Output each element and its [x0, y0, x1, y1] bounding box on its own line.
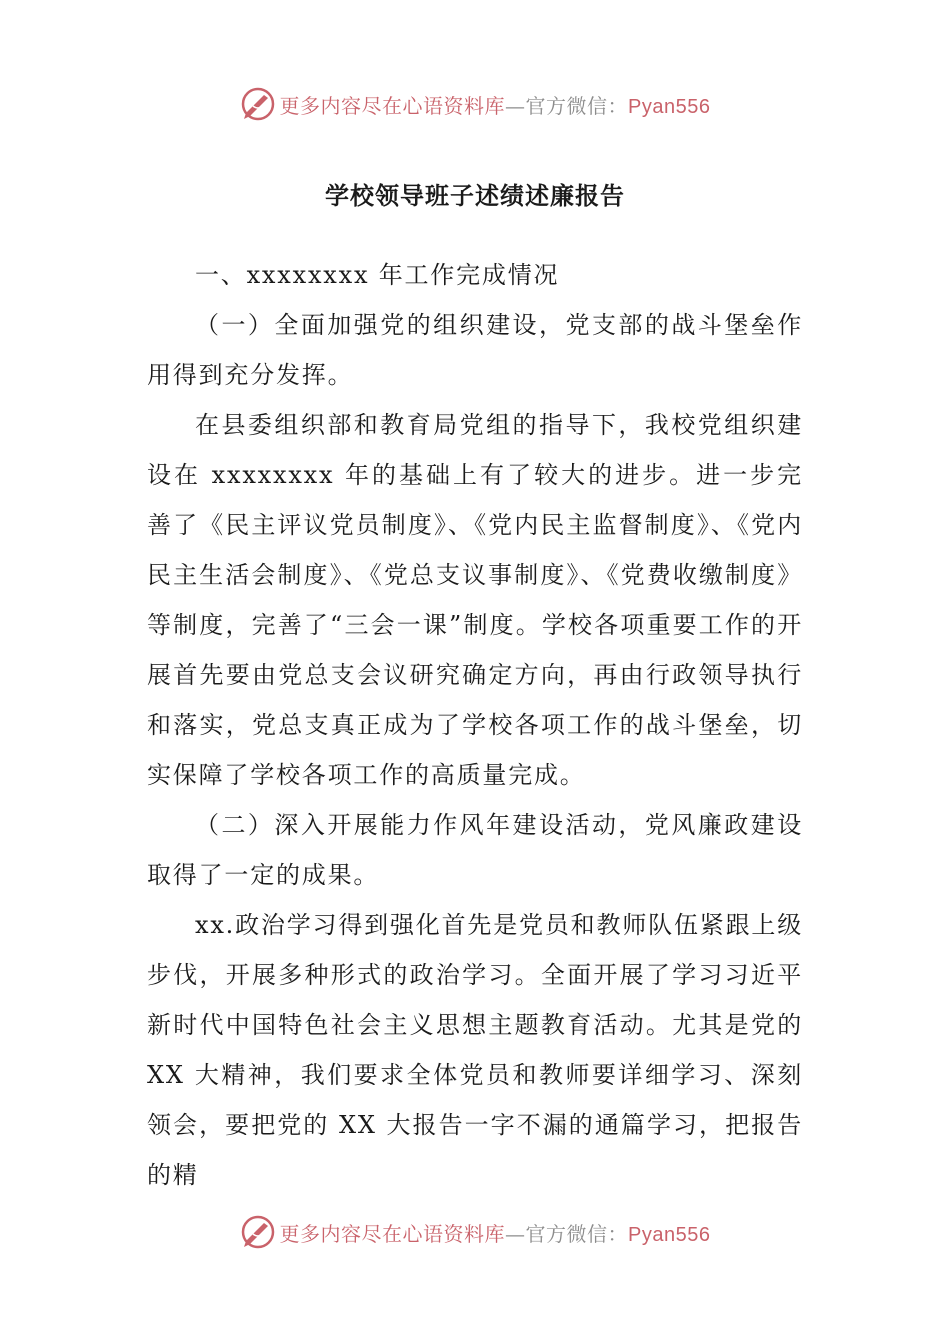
watermark-dash: —官方微信：: [505, 93, 629, 118]
document-body: [147, 250, 803, 1200]
watermark-text: [280, 1218, 711, 1247]
document-title: 学校领导班子述绩述廉报告: [325, 182, 625, 210]
footer-watermark-banner: [0, 1212, 950, 1252]
subsection-heading: （二）深入开展能力作风年建设活动，党风廉政建设取得了一定的成果。: [147, 811, 803, 889]
watermark-account: Pyan556: [628, 95, 711, 118]
watermark-prefix: 更多内容尽在心语资料库: [279, 1221, 506, 1246]
watermark-prefix: 更多内容尽在心语资料库: [279, 93, 506, 118]
header-watermark-banner: [0, 84, 950, 124]
watermark-text: [280, 90, 711, 119]
pen-logo-icon: [240, 86, 276, 122]
watermark-dash: —官方微信：: [505, 1221, 629, 1246]
subsection-heading: （一）全面加强党的组织建设，党支部的战斗堡垒作用得到充分发挥。: [147, 311, 803, 389]
watermark-account: Pyan556: [628, 1223, 711, 1246]
body-paragraph: xx.政治学习得到强化首先是党员和教师队伍紧跟上级步伐，开展多种形式的政治学习。全面开展了学习习近平新时代中国特色社会主义思想主题教育活动。尤其是党的 XX 大精神，我们要求全体党员和教师要详细学习、深刻领会，要把党的 XX 大报告一字不漏的通篇学习，把报告的精: [147, 911, 803, 1189]
body-paragraph: 在县委组织部和教育局党组的指导下，我校党组织建设在 xxxxxxxx 年的基础上有了较大的进步。进一步完善了《民主评议党员制度》、《党内民主监督制度》、《党内民主生活会制度》、《党总支议事制度》、《党费收缴制度》等制度，完善了“三会一课”制度。学校各项重要工作的开展首先要由党总支会议研究确定方向，再由行政领导执行和落实，党总支真正成为了学校各项工作的战斗堡垒，切实保障了学校各项工作的高质量完成。: [147, 411, 803, 789]
section-heading: 一、xxxxxxxx 年工作完成情况: [195, 261, 560, 289]
pen-logo-icon: [240, 1214, 276, 1250]
